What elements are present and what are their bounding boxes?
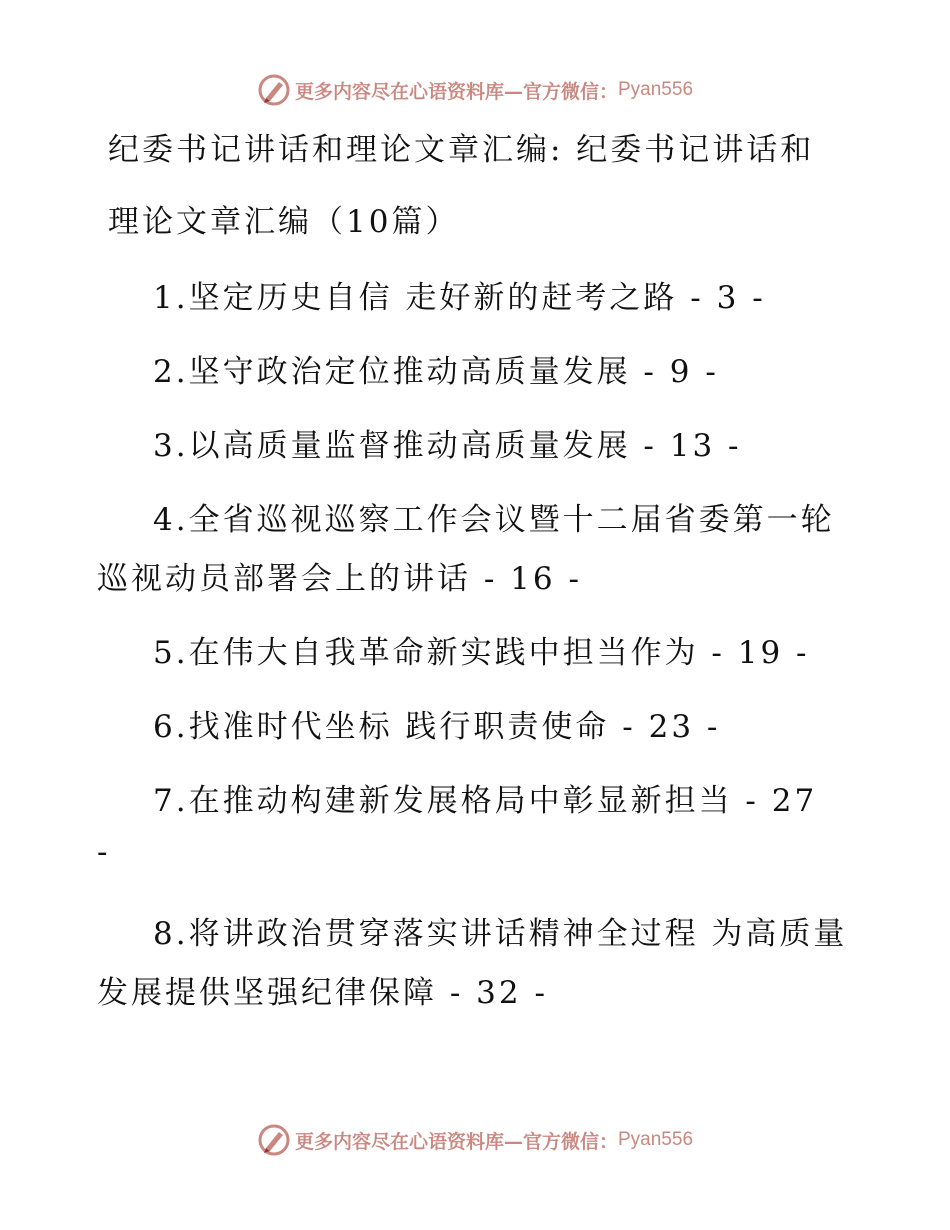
pen-logo-icon [257, 73, 291, 107]
toc-item-2: 2.坚守政治定位推动高质量发展 - 9 - [153, 354, 719, 390]
watermark-wechat-id: Pyan556 [618, 1129, 694, 1150]
watermark-text: 更多内容尽在心语资料库—官方微信： [294, 1130, 618, 1153]
toc-item-4-line-2: 巡视动员部署会上的讲话 - 16 - [97, 561, 582, 597]
toc-item-4-line-1: 4.全省巡视巡察工作会议暨十二届省委第一轮 [153, 502, 835, 538]
toc-item-7-line-1: 7.在推动构建新发展格局中彰显新担当 - 27 [153, 783, 818, 819]
document-title-line-1: 纪委书记讲话和理论文章汇编: 纪委书记讲话和 [108, 132, 815, 168]
toc-item-8-line-1: 8.将讲政治贯穿落实讲话精神全过程 为高质量 [153, 916, 848, 952]
toc-item-8-line-2: 发展提供坚强纪律保障 - 32 - [97, 975, 548, 1011]
watermark-wechat-id: Pyan556 [618, 79, 694, 100]
watermark-text: 更多内容尽在心语资料库—官方微信： [294, 80, 618, 103]
toc-item-7-line-2: - [97, 834, 111, 870]
pen-logo-icon [257, 1123, 291, 1157]
footer-watermark [0, 1120, 950, 1160]
document-title-line-2: 理论文章汇编（10篇） [108, 204, 460, 240]
toc-item-1: 1.坚定历史自信 走好新的赶考之路 - 3 - [153, 280, 766, 316]
toc-item-6: 6.找准时代坐标 践行职责使命 - 23 - [153, 709, 721, 745]
header-watermark [0, 70, 950, 110]
toc-item-5: 5.在伟大自我革命新实践中担当作为 - 19 - [153, 635, 810, 671]
toc-item-3: 3.以高质量监督推动高质量发展 - 13 - [153, 428, 742, 464]
